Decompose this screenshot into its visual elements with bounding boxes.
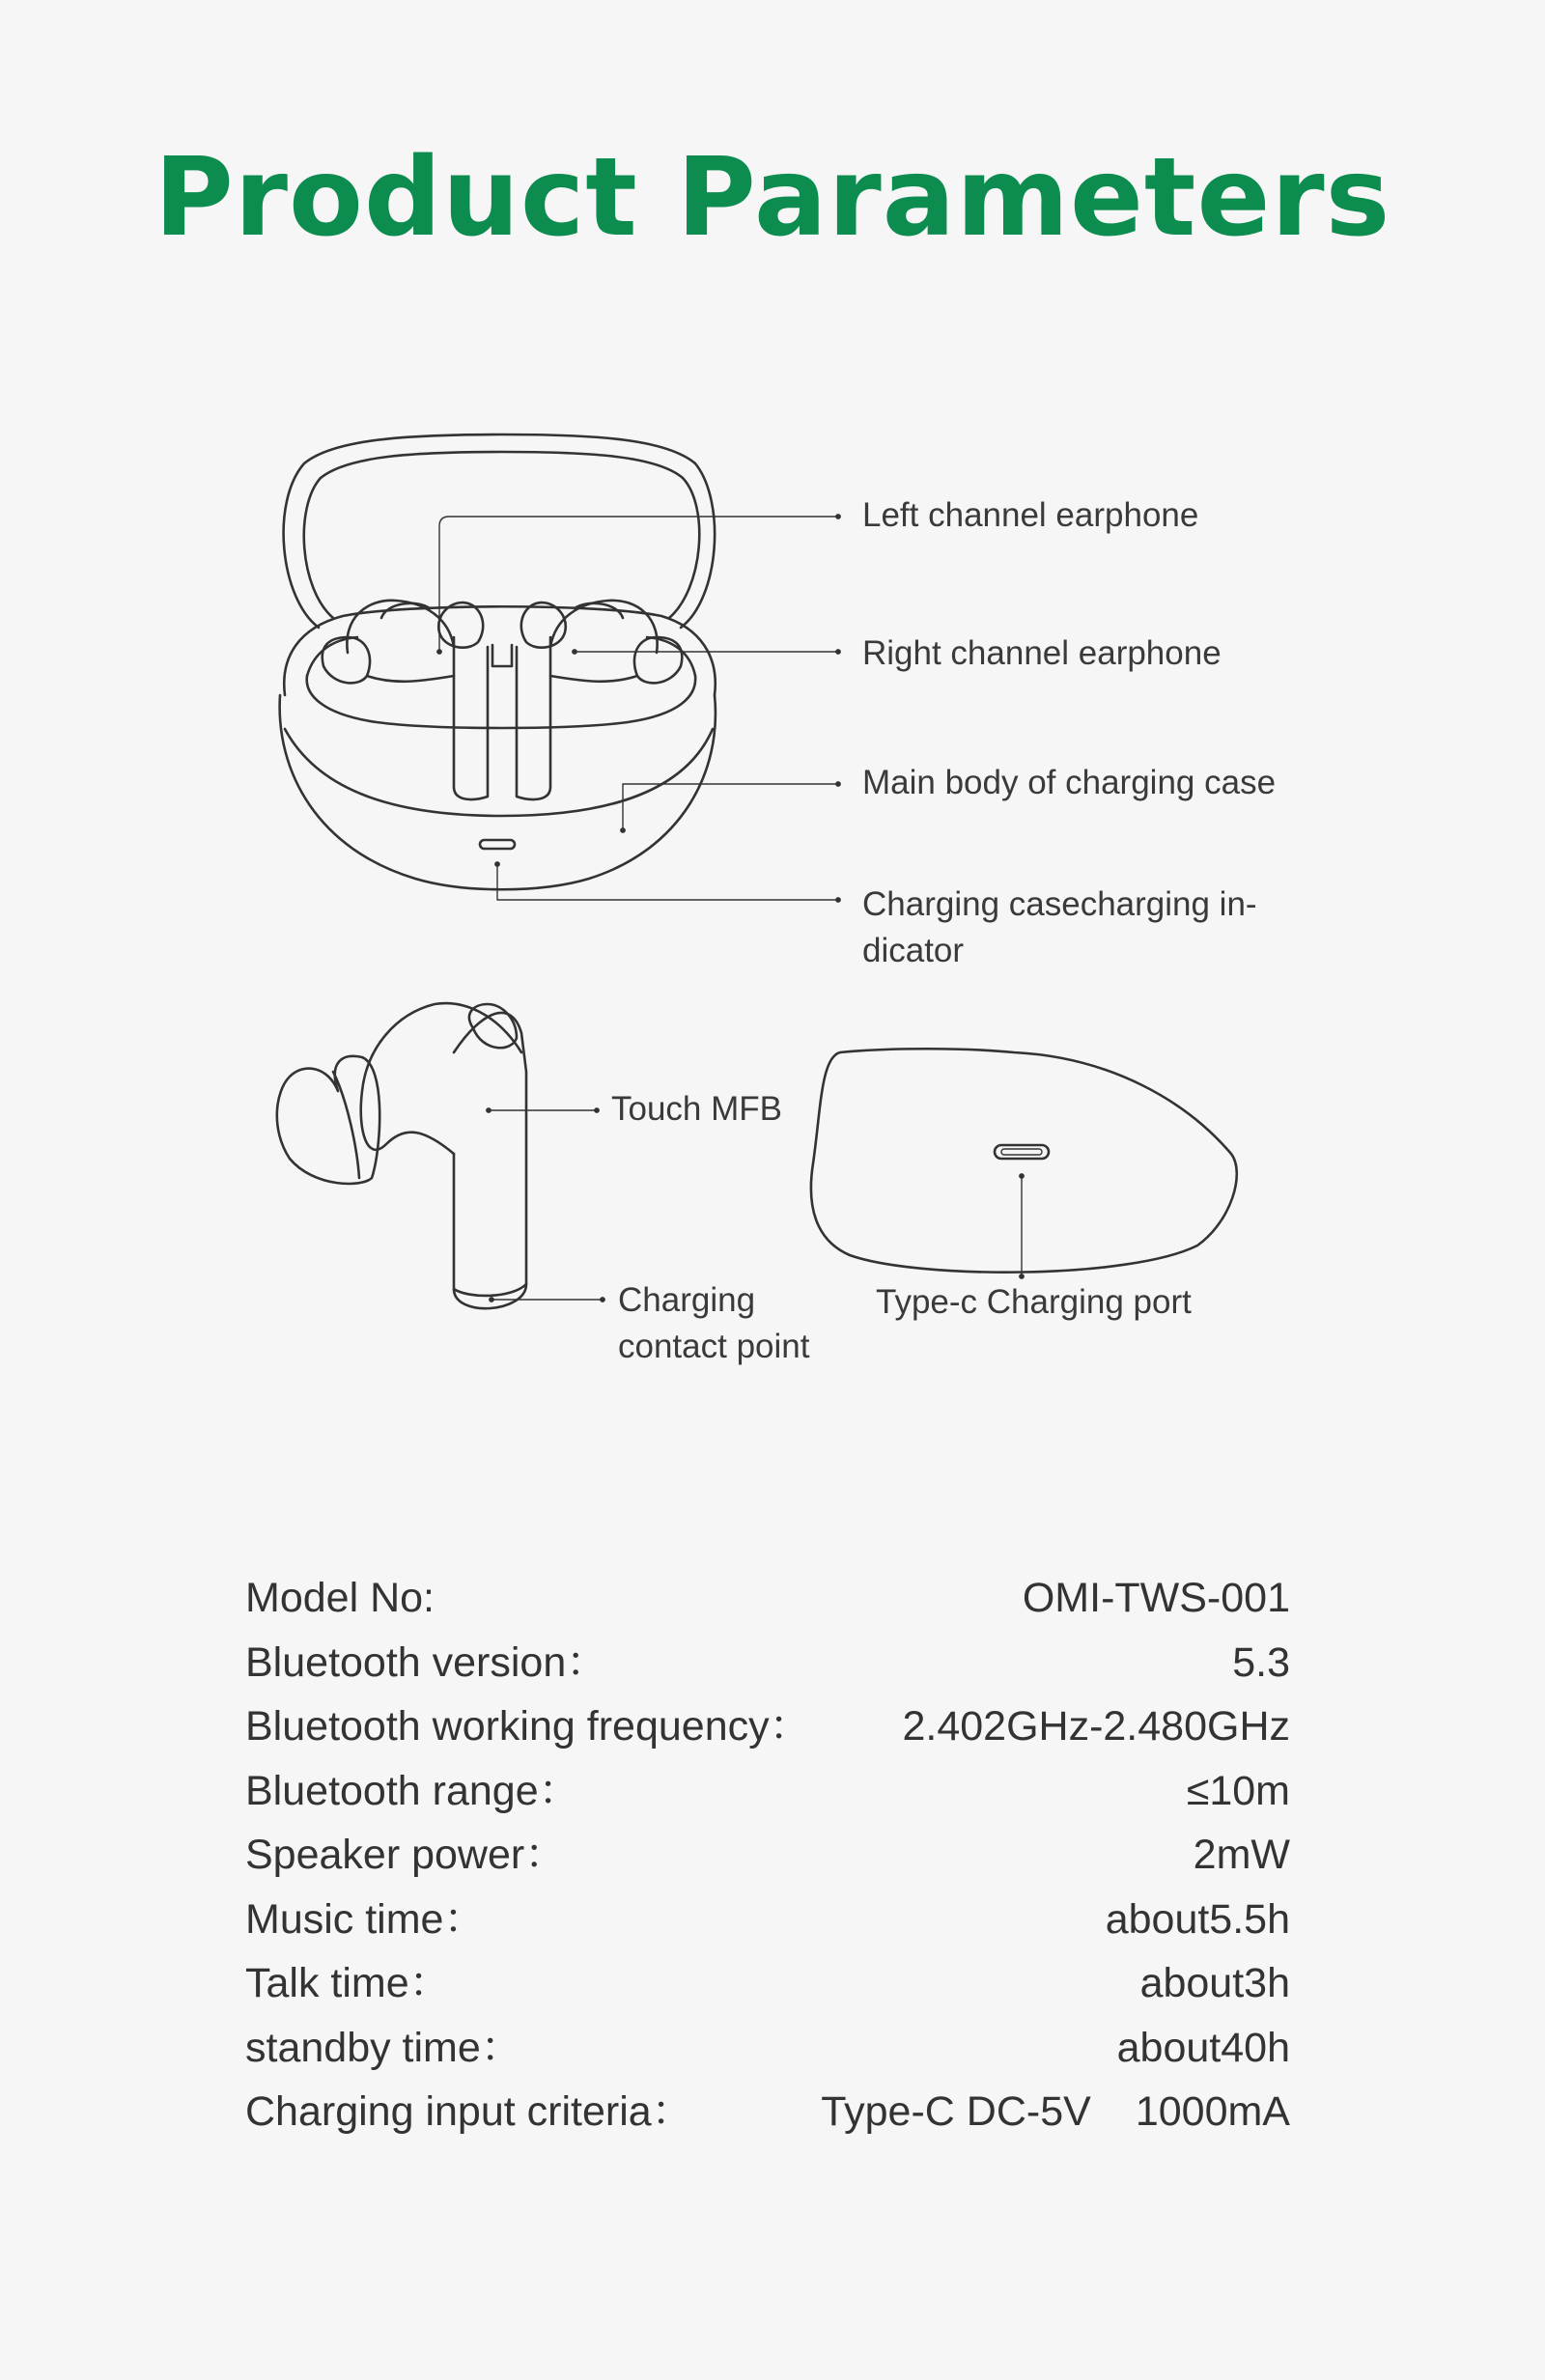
spec-label: Charging input criteria： [245, 2088, 693, 2135]
label-right-earphone: Right channel earphone [862, 634, 1222, 672]
spec-row [245, 1826, 1290, 1890]
spec-value: 2.402GHz-2.480GHz [902, 1703, 1290, 1750]
spec-value: 5.3 [1232, 1638, 1290, 1686]
case-leader-lines [437, 515, 840, 902]
spec-label: Speaker power： [245, 1832, 567, 1878]
charging-case-illustration [280, 434, 716, 889]
label-case-body: Main body of charging case [862, 764, 1277, 801]
single-earbud-illustration [277, 1003, 526, 1308]
spec-value: OMI-TWS-001 [1022, 1575, 1290, 1621]
spec-row [245, 1634, 1290, 1698]
port-leader-line [1020, 1174, 1024, 1278]
spec-label: Talk time： [245, 1960, 451, 2006]
spec-row [245, 1569, 1290, 1634]
case-bottom-illustration [811, 1049, 1237, 1272]
label-case-indicator-line2: dicator [862, 932, 965, 969]
spec-value [821, 2083, 1290, 2141]
spec-label: Model No: [245, 1575, 435, 1621]
spec-value: about3h [1139, 1960, 1290, 2006]
spec-row [245, 1954, 1290, 2019]
spec-row [245, 2083, 1290, 2147]
spec-table [245, 1569, 1290, 2147]
spec-label: Music time： [245, 1895, 486, 1943]
spec-value-voltage: Type-C DC-5V [821, 2088, 1091, 2135]
spec-label: standby time： [245, 2024, 522, 2071]
spec-label: Bluetooth range： [245, 1767, 580, 1814]
label-case-indicator-line1: Charging casecharging in- [862, 885, 1257, 923]
label-touch-mfb: Touch MFB [611, 1090, 782, 1128]
spec-value: about5.5h [1105, 1895, 1290, 1943]
spec-row [245, 2019, 1290, 2084]
label-charging-contact-line1: Charging [618, 1281, 756, 1319]
label-charging-contact-line2: contact point [618, 1328, 810, 1365]
spec-row [245, 1762, 1290, 1827]
page-title: Product Parameters [154, 135, 1391, 261]
spec-label: Bluetooth version： [245, 1638, 608, 1686]
label-type-c-port: Type-c Charging port [876, 1283, 1192, 1321]
spec-row [245, 1697, 1290, 1762]
spec-label: Bluetooth working frequency： [245, 1703, 811, 1750]
spec-value: 2mW [1193, 1832, 1290, 1878]
label-left-earphone: Left channel earphone [862, 496, 1199, 534]
spec-value: about40h [1116, 2024, 1290, 2071]
earbud-leader-lines [487, 1108, 604, 1302]
spec-row [245, 1890, 1290, 1955]
spec-value: ≤10m [1186, 1767, 1290, 1814]
spec-value-current: 1000mA [1135, 2088, 1290, 2135]
